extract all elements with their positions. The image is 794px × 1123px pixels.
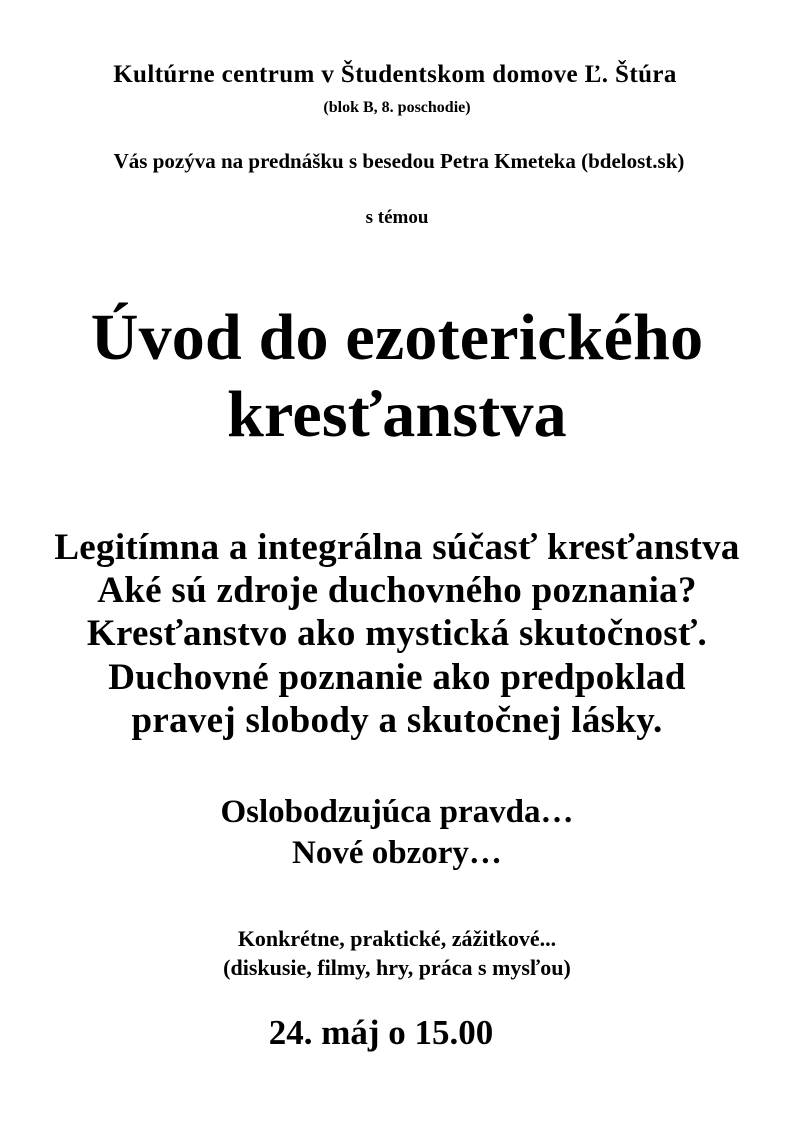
format-details-line-1: Konkrétne, praktické, zážitkové... — [237, 926, 557, 951]
invitation-text: Vás pozýva na prednášku s besedou Petra Kmeteka (bdelost.sk) — [113, 149, 685, 173]
venue-location: (blok B, 8. poschodie) — [323, 99, 471, 116]
topic-intro: s témou — [365, 207, 429, 228]
lecture-title-line-2: kresťanstva — [227, 378, 567, 451]
lecture-title-line-1: Úvod do ezoterického — [90, 301, 704, 374]
organizer-heading: Kultúrne centrum v Študentskom domove Ľ. Štúra — [113, 61, 677, 88]
tagline-2: Nové obzory… — [292, 835, 502, 871]
tagline-1: Oslobodzujúca pravda… — [220, 794, 574, 830]
subtitle-line-2: Aké sú zdroje duchovného poznania? — [97, 570, 697, 611]
format-details-line-2: (diskusie, filmy, hry, práca s mysľou) — [223, 955, 571, 980]
subtitle-line-1: Legitímna a integrálna súčasť kresťanstva — [54, 527, 740, 568]
subtitle-line-5: pravej slobody a skutočnej lásky. — [131, 700, 663, 741]
subtitle-line-4: Duchovné poznanie ako predpoklad — [108, 657, 686, 698]
event-date: 24. máj o 15.00 — [268, 1013, 494, 1052]
subtitle-line-3: Kresťanstvo ako mystická skutočnosť. — [86, 613, 708, 654]
